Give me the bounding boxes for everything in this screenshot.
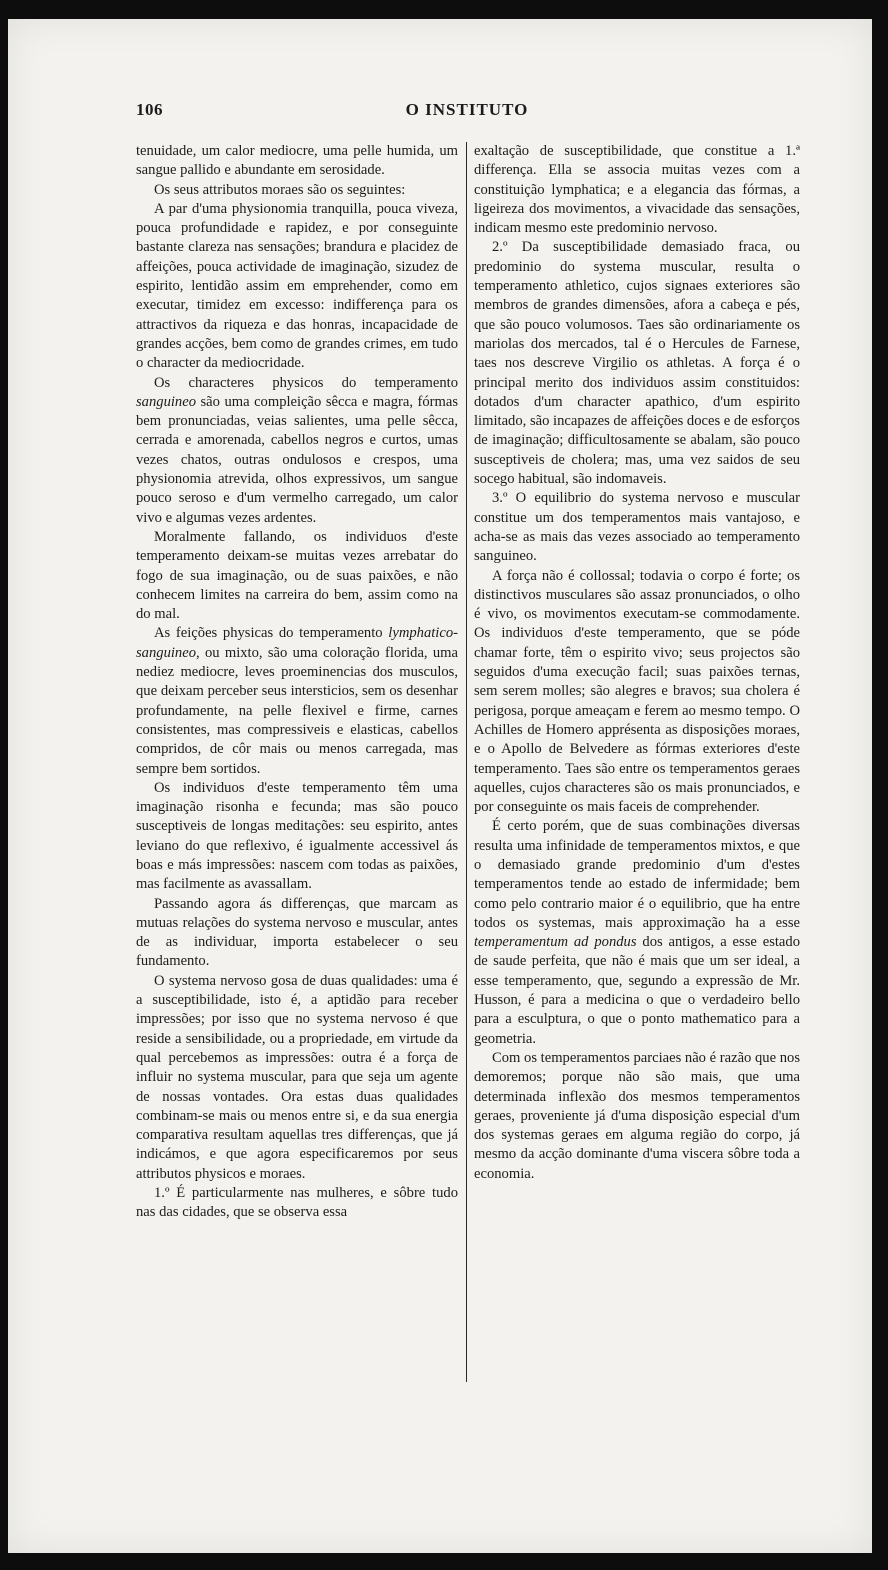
paragraph [474,817,800,1049]
paragraph [136,374,458,528]
paragraph: 1.º É particularmente nas mulheres, e sôbre tudo nas das cidades, que se observa essa [136,1185,458,1221]
paragraph: 2.º Da susceptibilidade demasiado fraca, ou predominio do systema muscular, resulta o temperamento athletico, cujos signaes exteriores são membros de grandes dimensões, afora a cabeça e pés, que são pouco volumosos. Taes são ordinariamente os mariolas dos mercados, tal é o Hercules de Farnese, taes nos descreve Virgilio os athletas. A força é o principal merito dos individuos assim constituidos: dotados d'um character apathico, d'um espirito limitado, são incapazes de affeições doces e de esforços de imaginação; difficultosamente se abalam, são pouco susceptiveis de cholera; mas, uma vez saidos de seu socego habitual, são indomaveis. [474,239,800,488]
paragraph: 3.º O equilibrio do systema nervoso e muscular constitue um dos temperamentos mais vantajoso, e acha-se as mais das vezes associado ao temperamento sanguineo. [474,490,800,565]
right-column [474,142,800,1392]
italic-term: sanguineo [136,393,196,410]
paragraph: Moralmente fallando, os individuos d'este temperamento deixam-se muitas vezes arrebatar do fogo de sua imaginação, ou de suas paixões, e não conhecem limites na carreira do bem, assim como na do mal. [136,528,458,623]
italic-term: temperamentum ad pondus [474,934,637,951]
page-number: 106 [136,100,163,119]
paragraph [136,624,458,778]
paragraph: Os seus attributos moraes são os seguintes: [154,181,406,198]
text-run: são uma compleição sêcca e magra, fórmas bem pronunciadas, veias salientes, uma pelle sêcca, cerrada e amorenada, cabellos negros e curtos, umas vezes chatos, outras ondulosos e crespos, uma physionomia atrevida, olhos expressivos, um sangue pouco seroso e d'um vermelho carregado, um calor vivo e algumas vezes ardentes. [136,393,458,526]
left-column [136,142,458,1392]
paragraph: A força não é collossal; todavia o corpo é forte; os distinctivos musculares são assaz pronunciados, o olho é vivo, os movimentos executam-se commodamente. Os individuos d'este temperamento, que se póde chamar forte, têm o espirito vivo; seus projectos são seguidos d'uma execução facil; suas paixões ternas, sem serem molles; são alegres e bravos; sua cholera é perigosa, porque ameaçam e ferem ao mesmo tempo. O Achilles de Homero apprésenta as disposições moraes, e o Apollo de Belvedere as fórmas exteriores d'este temperamento. Taes são entre os temperamentos geraes aquelles, cujos characteres são os mais pronunciados, e por conseguinte os mais faceis de comprehender. [474,567,800,816]
text-run: , ou mixto, são uma coloração florida, uma nediez mediocre, leves proeminencias dos musculos, que deixam perceber seus intersticios, sem os desenhar profundamente, na pelle flexivel e firme, carnes consistentes, mas compressiveis e elasticas, cabellos compridos, de côr mais ou menos carregada, mas sempre bem sortidos. [136,644,458,777]
italic-term: lymphatico-sanguineo [136,625,458,661]
column-divider [466,142,467,1382]
text-run: É certo porém, que de suas combinações diversas resulta uma infinidade de temperamentos mixtos, e que o demasiado grande predominio d'um d'estes temperamentos tende ao estado de infermidade; bem como pelo contrario maior é o equilibrio, que ha entre todos os systemas, mais approximação ha a esse [474,818,800,931]
paragraph: exaltação de susceptibilidade, que constitue a 1.ª differença. Ella se associa muitas vezes com a constituição lymphatica; e a elegancia das fórmas, a ligeireza dos movimentos, a vivacidade das sensações, indicam mesmo este predominio nervoso. [474,143,800,237]
paragraph: O systema nervoso gosa de duas qualidades: uma é a susceptibilidade, isto é, a aptidão para receber impressões; por isso que no systema nervoso é que reside a sensibilidade, ou a propriedade, em virtude da qual percebemos as impressões: outra é a força de influir no systema muscular, para que seja um agente de nossas vontades. Ora estas duas qualidades combinam-se mais ou menos entre si, e da sua energia comparativa resultam aquellas tres differenças, que já indicámos, e que agora especificaremos por seus attributos physicos e moraes. [136,972,458,1182]
page-header [136,100,798,126]
paragraph: Os individuos d'este temperamento têm uma imaginação risonha e fecunda; mas são pouco susceptiveis de longas meditações: seu espirito, antes leviano do que reflexivo, é igualmente accessivel ás boas e más impressões: nascem com todas as paixões, mas facilmente as avassallam. [136,779,458,893]
paragraph: A par d'uma physionomia tranquilla, pouca viveza, pouca profundidade e rapidez, e por conseguinte bastante clareza nas sensações; brandura e placidez de affeições, pouca actividade de imaginação, sizudez de espirito, lentidão assim em emprehender, como em executar, timidez em excesso: indifferença para os attractivos da riqueza e das honras, incapacidade de grandes acções, bem como de grandes crimes, em tudo o character da mediocridade. [136,200,458,372]
text-run: As feições physicas do temperamento [154,625,383,642]
paragraph: tenuidade, um calor mediocre, uma pelle humida, um sangue pallido e abundante em serosidade. [136,143,458,179]
paragraph: Com os temperamentos parciaes não é razão que nos demoremos; porque não são mais, que uma determinada inflexão dos mesmos temperamentos geraes, proveniente já d'uma disposição especial d'um dos systemas geraes em alguma região do corpo, já mesmo da acção dominante d'uma viscera sôbre toda a economia. [474,1049,800,1182]
paragraph: Passando agora ás differenças, que marcam as mutuas relações do systema nervoso e muscular, antes de as individuar, importa estabelecer o seu fundamento. [136,895,458,970]
running-title: O INSTITUTO [405,100,529,119]
text-run: Os characteres physicos do temperamento [154,374,458,391]
text-run: dos antigos, a esse estado de saude perfeita, que não é mais que um ser ideal, a esse temperamento, que, segundo a expressão de Mr. Husson, é para a medicina o que o verdadeiro bello para a esculptura, o que o ponto mathematico para a geometria. [474,934,800,1047]
